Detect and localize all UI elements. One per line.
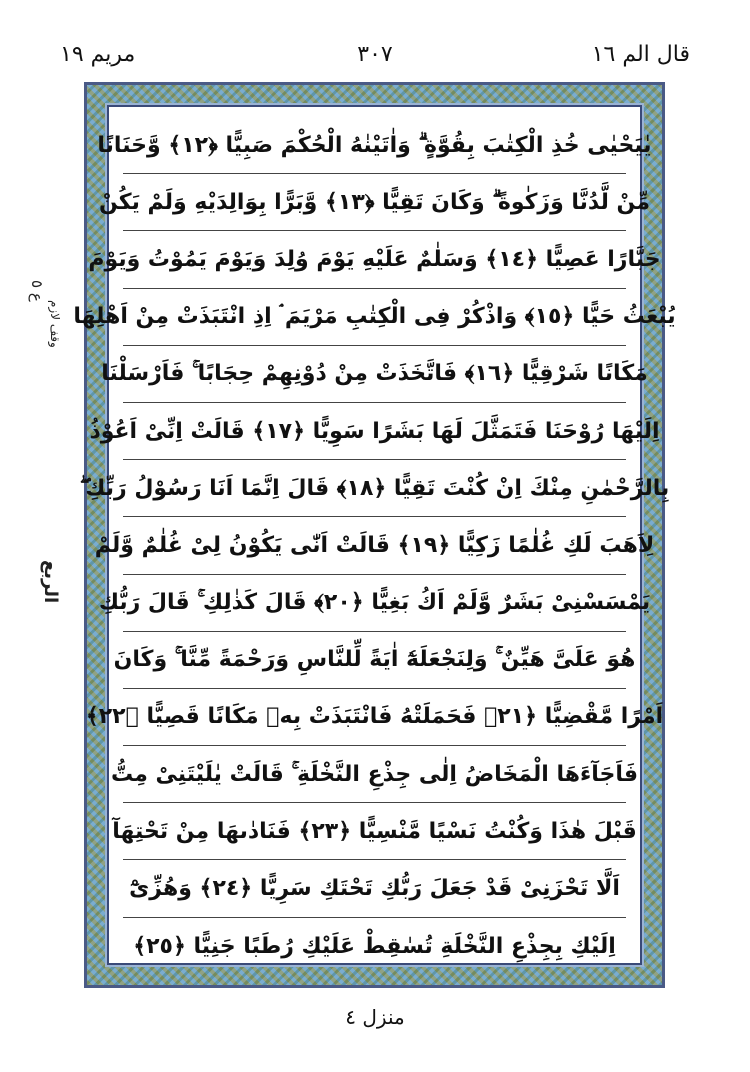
verse-line-1: يٰيَحْيٰى خُذِ الْكِتٰبَ بِقُوَّةٍ ۗ وَاٰتَيْنٰهُ الْحُكْمَ صَبِيًّا ﴿١٢﴾ وَّحَنَانًا: [123, 117, 626, 174]
verse-line-11: اَمْرًا مَّقْضِيًّا ﴿٢١﴾ فَحَمَلَتْهُ فَانْتَبَذَتْ بِهٖ مَكَانًا قَصِيًّا ﴿٢٢﴾: [123, 689, 626, 746]
verse-line-8: لِاَهَبَ لَكِ غُلٰمًا زَكِيًّا ﴿١٩﴾ قَالَتْ اَنّٰى يَكُوْنُ لِىْ غُلٰمٌ وَّلَمْ: [123, 517, 626, 574]
ornamental-border: [73, 82, 676, 988]
verse-line-2: مِّنْ لَّدُنَّا وَزَكٰوةً ۗ وَكَانَ تَقِيًّا ﴿١٣﴾ وَّبَرًّا بِوَالِدَيْهِ وَلَمْ يَكُنْ: [123, 174, 626, 231]
waqf-note: وقف لازم: [48, 300, 62, 348]
manzil-label: منزل ٤: [345, 1005, 405, 1029]
verse-line-7: بِالرَّحْمٰنِ مِنْكَ اِنْ كُنْتَ تَقِيًّا ﴿١٨﴾ قَالَ اِنَّمَا اَنَا رَسُوْلُ رَبِّكِ ۖ: [123, 460, 626, 517]
page-number: ٣٠٧: [357, 42, 393, 67]
page-header: [60, 38, 690, 78]
juz-label: قال الم ١٦: [591, 42, 690, 67]
ruku-marker: ع ٥: [28, 280, 46, 302]
verse-line-5: مَكَانًا شَرْقِيًّا ﴿١٦﴾ فَاتَّخَذَتْ مِنْ دُوْنِهِمْ حِجَابًا ۚ فَاَرْسَلْنَا: [123, 346, 626, 403]
verse-line-4: يُبْعَثُ حَيًّا ﴿١٥﴾ وَاذْكُرْ فِى الْكِتٰبِ مَرْيَمَ ۘ اِذِ انْتَبَذَتْ مِنْ اَهْلِهَا: [123, 289, 626, 346]
verse-line-3: جَبَّارًا عَصِيًّا ﴿١٤﴾ وَسَلٰمٌ عَلَيْهِ يَوْمَ وُلِدَ وَيَوْمَ يَمُوْتُ وَيَوْمَ: [123, 231, 626, 288]
verse-lines: [73, 117, 676, 959]
verse-line-10: هُوَ عَلَىَّ هَيِّنٌ ۚ وَلِنَجْعَلَهٗٓ اٰيَةً لِّلنَّاسِ وَرَحْمَةً مِّنَّا ۚ وَكَانَ: [123, 632, 626, 689]
quarter-marker: الربع: [40, 560, 61, 604]
verse-line-6: اِلَيْهَا رُوْحَنَا فَتَمَثَّلَ لَهَا بَشَرًا سَوِيًّا ﴿١٧﴾ قَالَتْ اِنِّىْ اَعُوْذُ: [123, 403, 626, 460]
verse-line-14: اَلَّا تَحْزَنِىْ قَدْ جَعَلَ رَبُّكِ تَحْتَكِ سَرِيًّا ﴿٢٤﴾ وَهُزِّىْٓ: [123, 860, 626, 917]
verse-line-13: قَبْلَ هٰذَا وَكُنْتُ نَسْيًا مَّنْسِيًّا ﴿٢٣﴾ فَنَادٰىهَا مِنْ تَحْتِهَآ: [123, 803, 626, 860]
verse-line-9: يَمْسَسْنِىْ بَشَرٌ وَّلَمْ اَكُ بَغِيًّا ﴿٢٠﴾ قَالَ كَذٰلِكِ ۚ قَالَ رَبُّكِ: [123, 575, 626, 632]
text-panel: [73, 105, 676, 965]
verse-line-12: فَاَجَآءَهَا الْمَخَاضُ اِلٰى جِذْعِ النَّخْلَةِ ۚ قَالَتْ يٰلَيْتَنِىْ مِتُّ: [123, 746, 626, 803]
verse-line-15: اِلَيْكِ بِجِذْعِ النَّخْلَةِ تُسٰقِطْ عَلَيْكِ رُطَبًا جَنِيًّا ﴿٢٥﴾: [133, 933, 616, 959]
surah-label: مریم ١٩: [60, 42, 136, 67]
